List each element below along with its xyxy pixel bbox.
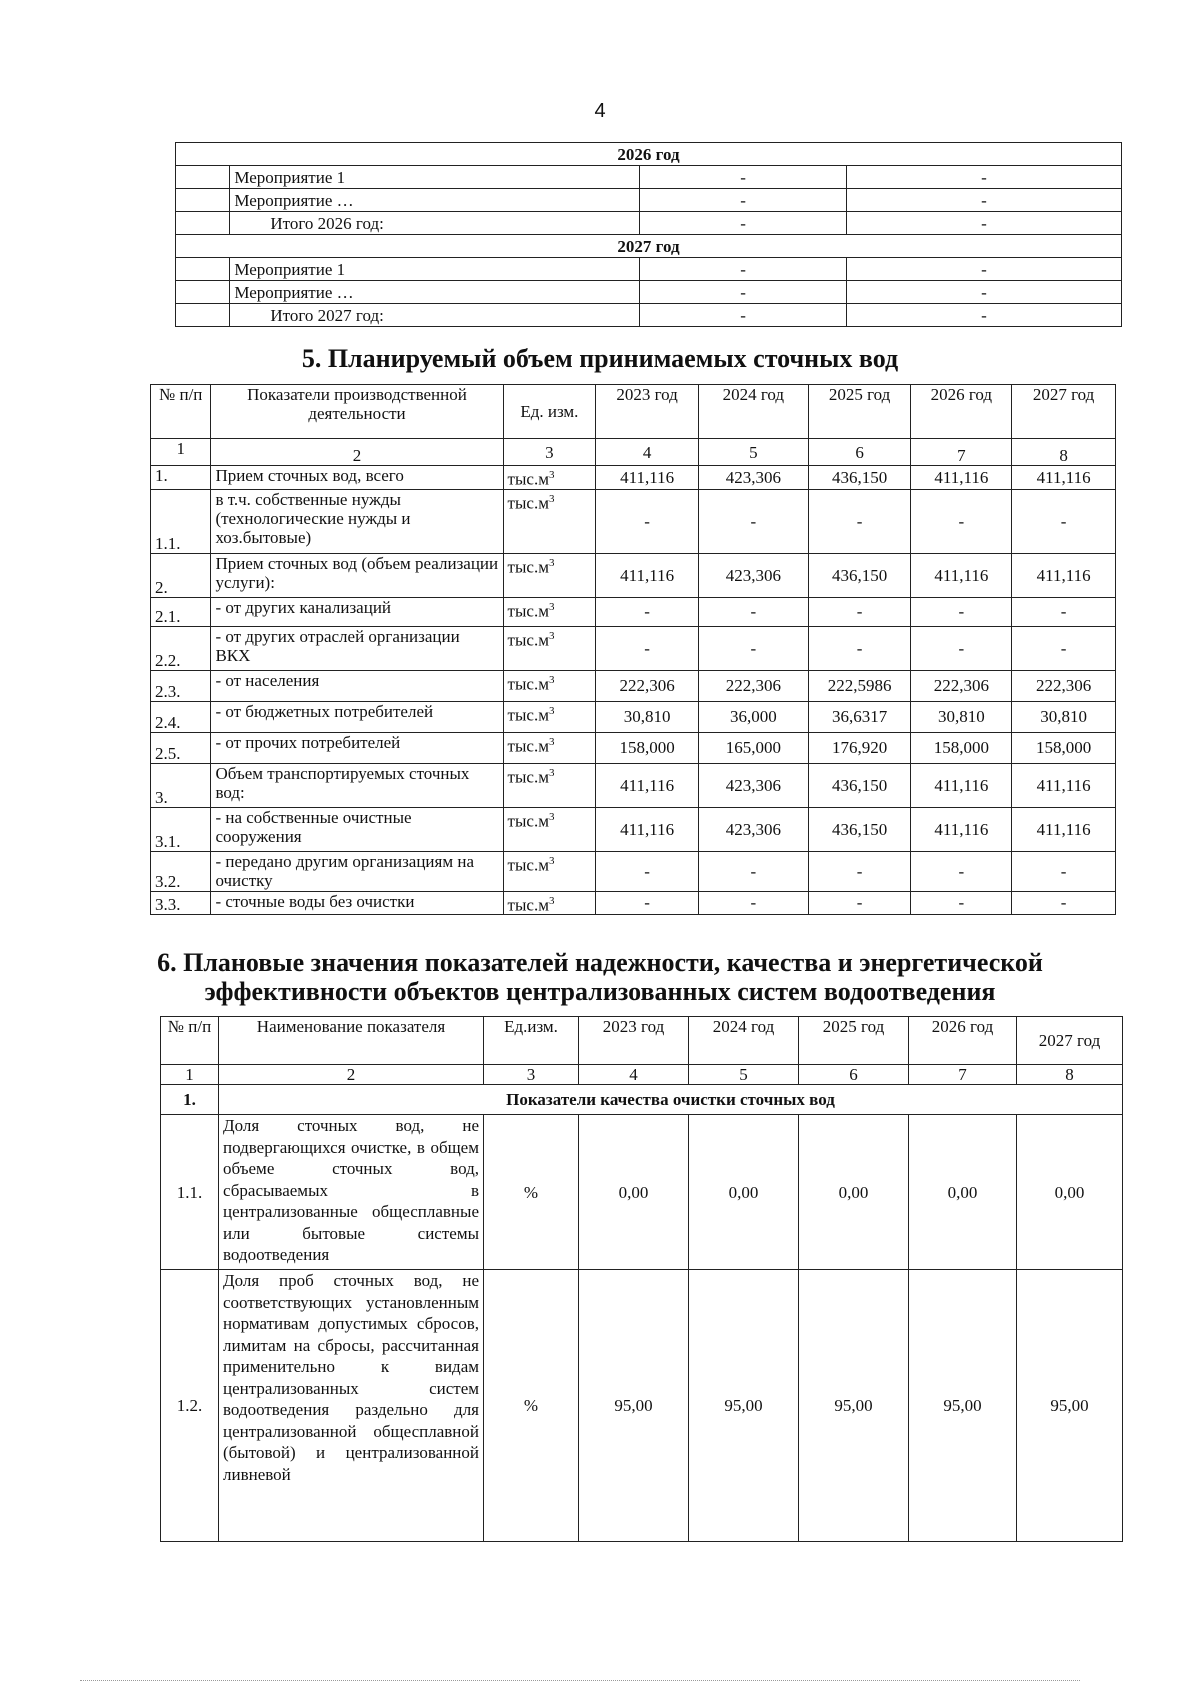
unit-superscript: 3	[548, 735, 555, 748]
unit-superscript: 3	[548, 600, 555, 613]
row-value: 36,000	[698, 701, 808, 732]
column-number: 8	[1017, 1065, 1123, 1085]
unit-text: тыс.м	[507, 705, 549, 725]
year-header-row	[176, 235, 1122, 258]
row-value: 0,00	[909, 1115, 1017, 1270]
row-value: 436,150	[808, 807, 911, 851]
table-row	[151, 891, 1116, 915]
header-num: № п/п	[161, 1017, 219, 1065]
total-label: Итого 2027 год:	[230, 304, 640, 327]
row-value: 423,306	[698, 807, 808, 851]
footer-divider	[80, 1680, 1080, 1681]
table-row	[161, 1270, 1123, 1542]
row-value: 411,116	[596, 763, 699, 807]
row-value: 411,116	[1012, 553, 1116, 597]
unit-text: тыс.м	[507, 855, 549, 875]
header-year: 2027 год	[1012, 385, 1116, 439]
unit-superscript: 3	[548, 673, 555, 686]
row-value: 411,116	[596, 466, 699, 490]
total-row	[176, 212, 1122, 235]
table-row	[176, 166, 1122, 189]
column-number: 7	[909, 1065, 1017, 1085]
row-label: - от бюджетных потребителей	[211, 701, 503, 732]
row-label: - от прочих потребителей	[211, 732, 503, 763]
row-num: 2.1.	[151, 597, 211, 626]
row-value: -	[698, 597, 808, 626]
unit-superscript: 3	[548, 492, 555, 505]
row-label: Объем транспортируемых сточных вод:	[211, 763, 503, 807]
row-value: 423,306	[698, 466, 808, 490]
row-value: 411,116	[596, 807, 699, 851]
row-value: 222,306	[698, 670, 808, 701]
header-year: 2025 год	[799, 1017, 909, 1065]
row-value: -	[911, 626, 1012, 670]
measure-value: -	[640, 258, 847, 281]
row-num: 2.	[151, 553, 211, 597]
unit-text: тыс.м	[507, 767, 549, 787]
section-5-title: 5. Планируемый объем принимаемых сточных вод	[301, 344, 899, 373]
row-value: 222,306	[1012, 670, 1116, 701]
row-value: -	[1012, 851, 1116, 891]
row-value: -	[911, 489, 1012, 553]
header-year: 2026 год	[909, 1017, 1017, 1065]
row-value: -	[808, 626, 911, 670]
row-label: - от других канализаций	[211, 597, 503, 626]
unit-text: тыс.м	[507, 895, 549, 915]
header-year: 2023 год	[579, 1017, 689, 1065]
row-value: 0,00	[689, 1115, 799, 1270]
column-number: 5	[689, 1065, 799, 1085]
header-year: 2024 год	[698, 385, 808, 439]
row-value: 423,306	[698, 553, 808, 597]
page-number: 4	[594, 100, 606, 122]
row-value: 176,920	[808, 732, 911, 763]
total-row	[176, 304, 1122, 327]
measure-label: Мероприятие …	[230, 281, 640, 304]
unit-text: тыс.м	[507, 811, 549, 831]
row-value: 0,00	[579, 1115, 689, 1270]
row-label: Доля проб сточных вод, не соответствующих установленным нормативам допустимых сбросов, лимитам на сбросы, рассчитанная применительно к видам централизованных систем водоотведения раздельно для централизованной общесплавной (бытовой) и централизованной ливневой	[219, 1270, 484, 1542]
row-value: 36,6317	[808, 701, 911, 732]
measure-label: Мероприятие 1	[230, 166, 640, 189]
row-value: 411,116	[911, 763, 1012, 807]
row-value: -	[808, 597, 911, 626]
unit-text: тыс.м	[507, 557, 549, 577]
table-row	[151, 701, 1116, 732]
row-num: 2.4.	[151, 701, 211, 732]
row-value: 158,000	[596, 732, 699, 763]
measure-value: -	[640, 189, 847, 212]
column-number: 3	[503, 439, 596, 466]
row-unit	[503, 626, 596, 670]
group-label: Показатели качества очистки сточных вод	[219, 1085, 1123, 1115]
table-row	[176, 258, 1122, 281]
row-value: -	[596, 891, 699, 915]
row-unit	[503, 701, 596, 732]
total-value: -	[640, 304, 847, 327]
column-number: 4	[579, 1065, 689, 1085]
header-unit: Ед. изм.	[503, 385, 596, 439]
unit-superscript: 3	[548, 894, 555, 907]
unit-text: тыс.м	[507, 469, 549, 489]
row-value: -	[698, 891, 808, 915]
unit-text: тыс.м	[507, 601, 549, 621]
row-value: -	[808, 891, 911, 915]
row-value: 95,00	[909, 1270, 1017, 1542]
total-value: -	[640, 212, 847, 235]
row-value: 423,306	[698, 763, 808, 807]
row-value: 95,00	[799, 1270, 909, 1542]
measure-value: -	[846, 281, 1121, 304]
row-value: 436,150	[808, 763, 911, 807]
row-value: 411,116	[596, 553, 699, 597]
row-value: -	[698, 851, 808, 891]
row-value: -	[698, 489, 808, 553]
header-indicator: Показатели производственной деятельности	[211, 385, 503, 439]
row-value: 0,00	[799, 1115, 909, 1270]
column-number-row	[161, 1065, 1123, 1085]
row-unit	[503, 597, 596, 626]
table-row	[151, 489, 1116, 553]
column-number: 4	[596, 439, 699, 466]
row-value: -	[596, 626, 699, 670]
row-value: 165,000	[698, 732, 808, 763]
row-value: -	[808, 851, 911, 891]
row-value: 411,116	[1012, 763, 1116, 807]
header-year: 2027 год	[1017, 1017, 1123, 1065]
row-unit	[503, 807, 596, 851]
row-value: -	[1012, 597, 1116, 626]
header-year: 2026 год	[911, 385, 1012, 439]
wastewater-volume-table	[150, 384, 1116, 915]
header-year: 2025 год	[808, 385, 911, 439]
table-row	[151, 851, 1116, 891]
column-number: 8	[1012, 439, 1116, 466]
row-value: 95,00	[689, 1270, 799, 1542]
row-unit: %	[484, 1270, 579, 1542]
measure-label: Мероприятие …	[230, 189, 640, 212]
header-row	[161, 1017, 1123, 1065]
header-num: № п/п	[151, 385, 211, 439]
measure-value: -	[640, 166, 847, 189]
row-value: -	[698, 626, 808, 670]
row-value: 411,116	[911, 553, 1012, 597]
reliability-indicators-table	[160, 1016, 1123, 1542]
column-number: 2	[219, 1065, 484, 1085]
unit-superscript: 3	[548, 469, 555, 481]
table-row	[151, 466, 1116, 490]
row-num: 3.	[151, 763, 211, 807]
row-label: - от населения	[211, 670, 503, 701]
section-6-title	[0, 948, 1200, 1006]
row-label: - от других отраслей организации ВКХ	[211, 626, 503, 670]
table-row	[176, 189, 1122, 212]
unit-text: тыс.м	[507, 493, 549, 513]
row-label: - сточные воды без очистки	[211, 891, 503, 915]
row-num: 1.	[151, 466, 211, 490]
measure-value: -	[640, 281, 847, 304]
row-label: - передано другим организациям на очистку	[211, 851, 503, 891]
row-unit	[503, 851, 596, 891]
row-value: -	[596, 597, 699, 626]
measures-table	[175, 142, 1122, 327]
row-value: -	[911, 891, 1012, 915]
column-number: 1	[161, 1065, 219, 1085]
total-value: -	[846, 304, 1121, 327]
row-value: 411,116	[911, 807, 1012, 851]
row-value: 158,000	[911, 732, 1012, 763]
row-num: 3.1.	[151, 807, 211, 851]
row-value: -	[911, 851, 1012, 891]
row-value: -	[808, 489, 911, 553]
row-value: 222,5986	[808, 670, 911, 701]
unit-superscript: 3	[548, 810, 555, 823]
row-value: 95,00	[1017, 1270, 1123, 1542]
table-row	[151, 597, 1116, 626]
year-header-row	[176, 143, 1122, 166]
row-unit	[503, 763, 596, 807]
row-value: 95,00	[579, 1270, 689, 1542]
row-label: - на собственные очистные сооружения	[211, 807, 503, 851]
row-value: 30,810	[1012, 701, 1116, 732]
header-year: 2024 год	[689, 1017, 799, 1065]
unit-superscript: 3	[548, 704, 555, 717]
row-value: 30,810	[911, 701, 1012, 732]
row-unit	[503, 466, 596, 490]
row-value: -	[1012, 626, 1116, 670]
unit-text: тыс.м	[507, 736, 549, 756]
row-value: 158,000	[1012, 732, 1116, 763]
row-label: Прием сточных вод, всего	[211, 466, 503, 490]
row-unit	[503, 489, 596, 553]
measure-value: -	[846, 258, 1121, 281]
row-num: 2.5.	[151, 732, 211, 763]
table-row	[151, 670, 1116, 701]
row-num: 2.2.	[151, 626, 211, 670]
section-6-title-line2: эффективности объектов централизованных систем водоотведения	[204, 977, 996, 1006]
row-unit	[503, 732, 596, 763]
header-unit: Ед.изм.	[484, 1017, 579, 1065]
table-row	[151, 553, 1116, 597]
row-value: 436,150	[808, 553, 911, 597]
row-unit: %	[484, 1115, 579, 1270]
row-value: 411,116	[911, 466, 1012, 490]
table-row	[161, 1115, 1123, 1270]
table-row	[151, 732, 1116, 763]
row-num: 1.1.	[151, 489, 211, 553]
header-row	[151, 385, 1116, 439]
column-number: 3	[484, 1065, 579, 1085]
row-value: 436,150	[808, 466, 911, 490]
header-indicator: Наименование показателя	[219, 1017, 484, 1065]
table-row	[151, 626, 1116, 670]
row-num: 2.3.	[151, 670, 211, 701]
row-label: Доля сточных вод, не подвергающихся очистке, в общем объеме сточных вод, сбрасываемых в централизованные общесплавные или бытовые системы водоотведения	[219, 1115, 484, 1270]
group-num: 1.	[161, 1085, 219, 1115]
row-value: -	[596, 489, 699, 553]
header-year: 2023 год	[596, 385, 699, 439]
column-number: 5	[698, 439, 808, 466]
row-value: -	[596, 851, 699, 891]
row-value: 411,116	[1012, 807, 1116, 851]
column-number: 2	[211, 439, 503, 466]
total-value: -	[846, 212, 1121, 235]
column-number: 7	[911, 439, 1012, 466]
row-value: 222,306	[596, 670, 699, 701]
row-unit	[503, 891, 596, 915]
unit-superscript: 3	[548, 766, 555, 779]
column-number-row	[151, 439, 1116, 466]
unit-superscript: 3	[548, 854, 555, 867]
row-unit	[503, 670, 596, 701]
row-value: 0,00	[1017, 1115, 1123, 1270]
unit-superscript: 3	[548, 556, 555, 569]
row-unit	[503, 553, 596, 597]
column-number: 6	[799, 1065, 909, 1085]
row-num: 1.1.	[161, 1115, 219, 1270]
row-num: 3.2.	[151, 851, 211, 891]
row-num: 1.2.	[161, 1270, 219, 1542]
column-number: 1	[151, 439, 211, 466]
unit-text: тыс.м	[507, 674, 549, 694]
measure-label: Мероприятие 1	[230, 258, 640, 281]
total-label: Итого 2026 год:	[230, 212, 640, 235]
section-6-title-line1: 6. Плановые значения показателей надежности, качества и энергетической	[157, 948, 1043, 977]
row-value: 30,810	[596, 701, 699, 732]
unit-text: тыс.м	[507, 630, 549, 650]
row-value: 411,116	[1012, 466, 1116, 490]
group-row	[161, 1085, 1123, 1115]
measure-value: -	[846, 166, 1121, 189]
row-label: в т.ч. собственные нужды (технологические нужды и хоз.бытовые)	[211, 489, 503, 553]
measure-value: -	[846, 189, 1121, 212]
column-number: 6	[808, 439, 911, 466]
year-label: 2026 год	[176, 143, 1122, 166]
table-row	[176, 281, 1122, 304]
row-value: -	[911, 597, 1012, 626]
table-row	[151, 807, 1116, 851]
row-value: -	[1012, 489, 1116, 553]
row-num: 3.3.	[151, 891, 211, 915]
row-label: Прием сточных вод (объем реализации услуги):	[211, 553, 503, 597]
year-label: 2027 год	[176, 235, 1122, 258]
row-value: 222,306	[911, 670, 1012, 701]
unit-superscript: 3	[548, 629, 555, 642]
row-value: -	[1012, 891, 1116, 915]
table-row	[151, 763, 1116, 807]
